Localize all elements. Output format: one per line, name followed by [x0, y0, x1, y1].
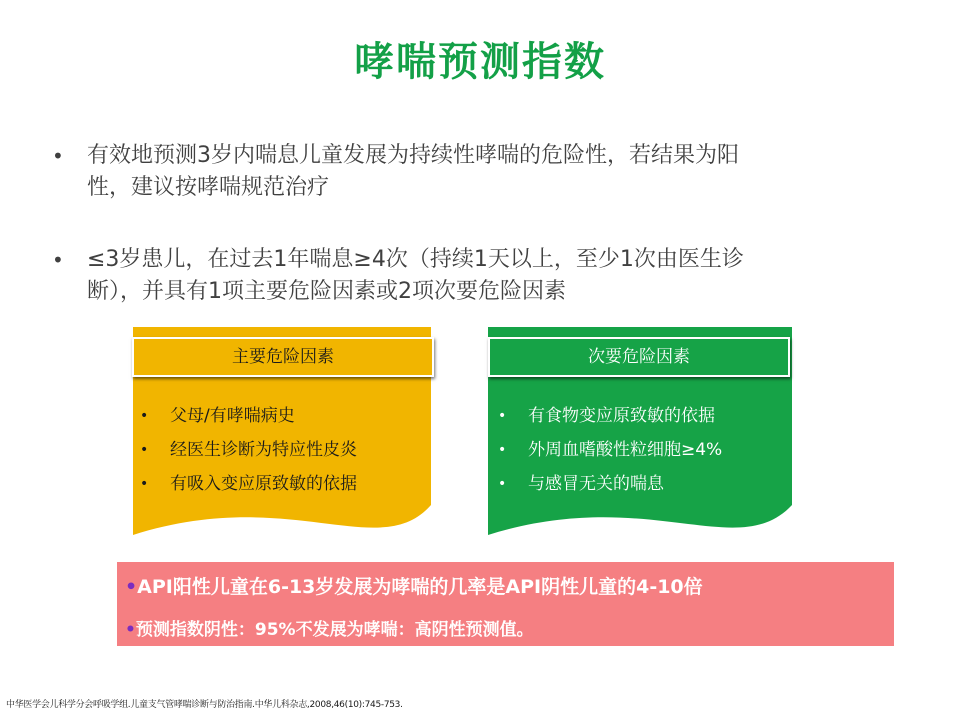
list-item: • 与感冒无关的喘息	[498, 474, 664, 494]
bullet-dot-icon: •	[52, 248, 64, 272]
major-risk-header: 主要危险因素	[132, 337, 434, 377]
slide-title: 哮喘预测指数	[354, 39, 606, 85]
bullet-item	[52, 140, 902, 204]
bullet-item	[52, 244, 902, 308]
citation: 中华医学会儿科学分会呼吸学组.儿童支气管哮喘诊断与防治指南.中华儿科杂志,2008,46(10):745-753.	[6, 700, 403, 710]
bullet-list	[52, 140, 902, 348]
bullet-text-line: 性，建议按哮喘规范治疗	[87, 175, 330, 200]
summary-dot-icon: •	[125, 620, 136, 640]
summary-line: •预测指数阴性：95%不发展为哮喘：高阴性预测值。	[125, 620, 534, 640]
major-risk-list	[140, 399, 357, 501]
bullet-text-line: ≤3岁患儿，在过去1年喘息≥4次（持续1天以上，至少1次由医生诊	[87, 247, 744, 272]
minor-risk-list	[498, 399, 722, 501]
minor-risk-header: 次要危险因素	[488, 337, 790, 377]
list-item: • 父母/有哮喘病史	[140, 406, 295, 426]
list-item: • 经医生诊断为特应性皮炎	[140, 440, 357, 460]
list-item: • 外周血嗜酸性粒细胞≥4%	[498, 440, 723, 460]
major-risk-box	[130, 327, 435, 552]
summary-box	[117, 562, 894, 646]
list-item: • 有吸入变应原致敏的依据	[140, 474, 357, 494]
summary-dot-icon: •	[125, 576, 138, 598]
minor-risk-box	[488, 327, 793, 552]
bullet-dot-icon: •	[52, 144, 64, 168]
bullet-text-line: 断），并具有1项主要危险因素或2项次要危险因素	[87, 279, 566, 304]
bullet-text-line: 有效地预测3岁内喘息儿童发展为持续性哮喘的危险性，若结果为阳	[87, 143, 739, 168]
summary-line: •API阳性儿童在6-13岁发展为哮喘的几率是API阴性儿童的4-10倍	[125, 576, 703, 598]
list-item: • 有食物变应原致敏的依据	[498, 406, 715, 426]
